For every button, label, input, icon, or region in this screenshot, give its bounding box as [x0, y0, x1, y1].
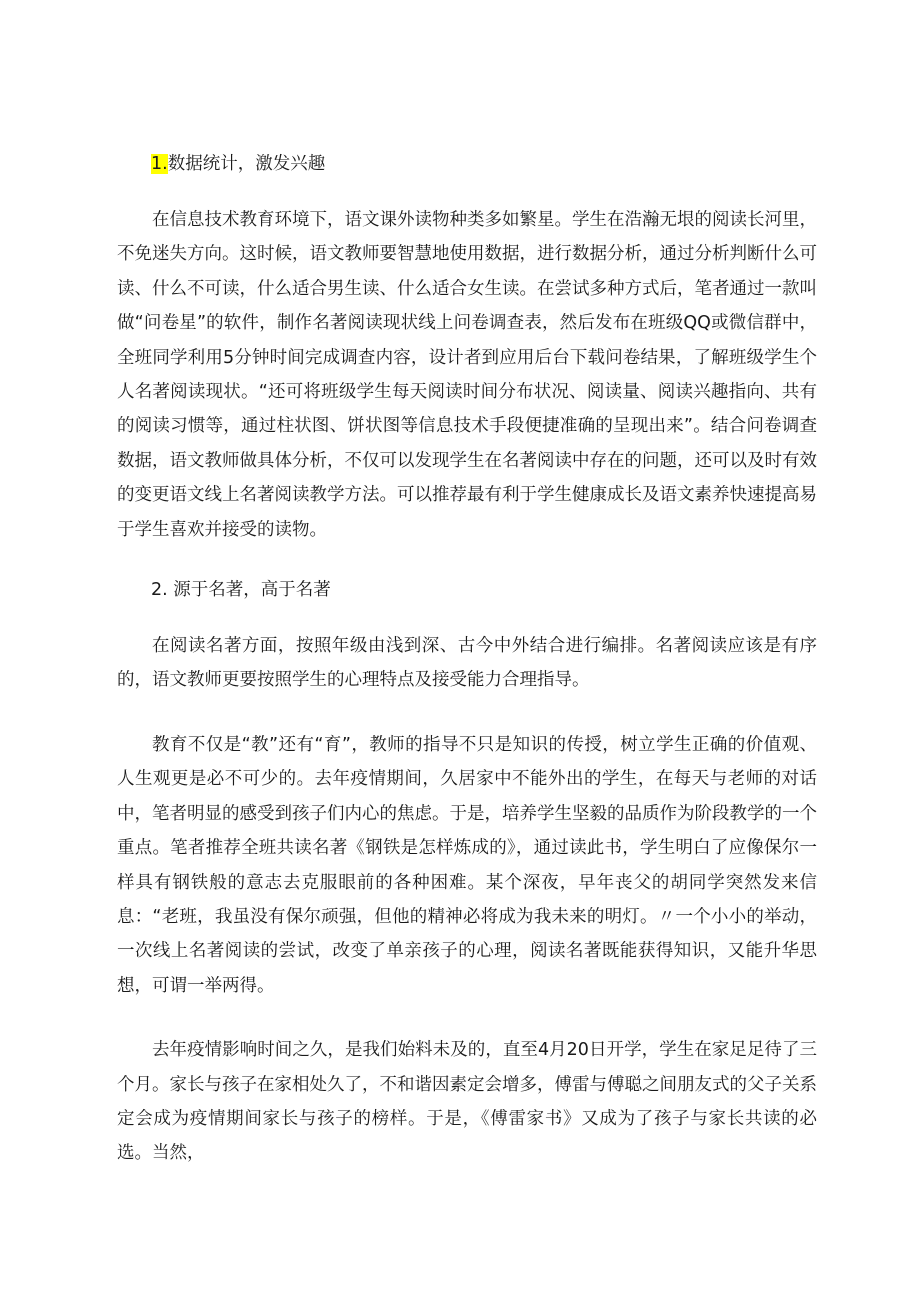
section-1-paragraph: 在信息技术教育环境下，语文课外读物种类多如繁星。学生在浩瀚无垠的阅读长河里，不免迷失方向。这时候，语文教师要智慧地使用数据，进行数据分析，通过分析判断什么可读、什么不可读，什么适合男生读、什么适合女生读。在尝试多种方式后，笔者通过一款叫做“问卷星”的软件，制作名著阅读现状线上问卷调查表，然后发布在班级QQ或微信群中，全班同学利用5分钟时间完成调查内容，设计者到应用后台下载问卷结果，了解班级学生个人名著阅读现状。“还可将班级学生每天阅读时间分布状况、阅读量、阅读兴趣指向、共有的阅读习惯等，通过柱状图、饼状图等信息技术手段便捷准确的呈现出来”。结合问卷调查数据，语文教师做具体分析，不仅可以发现学生在名著阅读中存在的问题，还可以及时有效的变更语文线上名著阅读教学方法。可以推荐最有利于学生健康成长及语文素养快速提高易于学生喜欢并接受的读物。: [117, 210, 817, 540]
section-2-paragraph-1: 在阅读名著方面，按照年级由浅到深、古今中外结合进行编排。名著阅读应该是有序的，语文教师更要按照学生的心理特点及接受能力合理指导。: [117, 636, 817, 691]
section-1-title: 数据统计，激发兴趣: [167, 154, 326, 174]
document-page: [117, 148, 817, 1171]
section-1-heading: [117, 148, 817, 180]
section-1-number: 1.: [151, 154, 168, 174]
section-2-paragraph-2: 教育不仅是“教”还有“育”，教师的指导不只是知识的传授，树立学生正确的价值观、人生观更是必不可少的。去年疫情期间，久居家中不能外出的学生，在每天与老师的对话中，笔者明显的感受到孩子们内心的焦虑。于是，培养学生坚毅的品质作为阶段教学的一个重点。笔者推荐全班共读名著《钢铁是怎样炼成的》，通过读此书，学生明白了应像保尔一样具有钢铁般的意志去克服眼前的各种困难。某个深夜，早年丧父的胡同学突然发来信息：“老班，我虽没有保尔顽强，但他的精神必将成为我未来的明灯。〃一个小小的举动，一次线上名著阅读的尝试，改变了单亲孩子的心理，阅读名著既能获得知识，又能升华思想，可谓一举两得。: [117, 734, 817, 996]
section-2-paragraph-3: 去年疫情影响时间之久，是我们始料未及的，直至4月20日开学，学生在家足足待了三个月。家长与孩子在家相处久了，不和谐因素定会增多，傅雷与傅聪之间朋友式的父子关系定会成为疫情期间家长与孩子的榜样。于是，《傅雷家书》又成为了孩子与家长共读的必选。当然，: [117, 1040, 817, 1164]
section-2-heading: 2. 源于名著，高于名著: [151, 580, 331, 601]
